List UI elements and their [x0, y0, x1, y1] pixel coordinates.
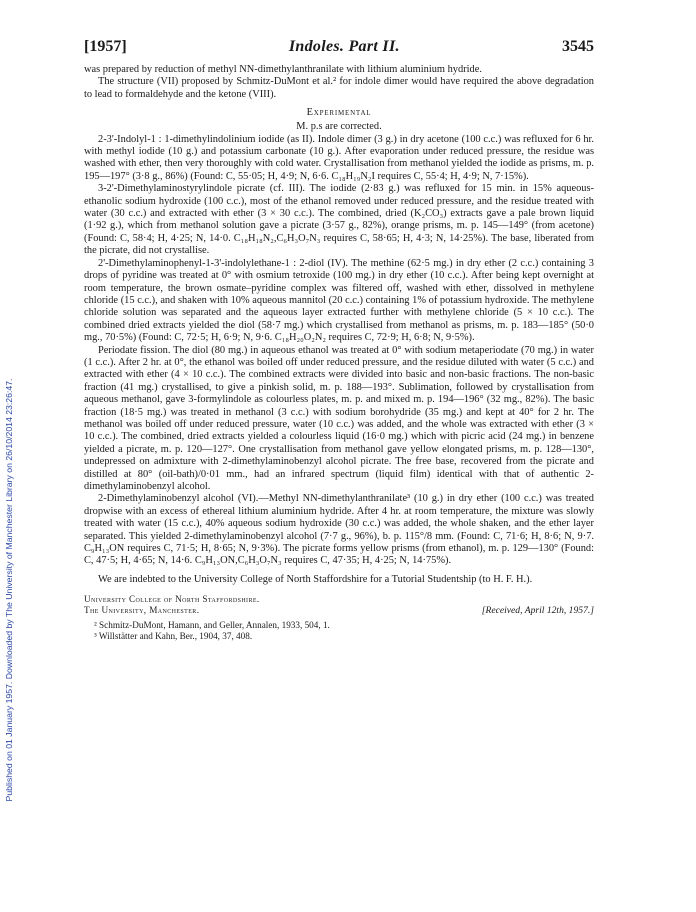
affiliation-block	[84, 594, 594, 616]
experimental-paragraph: Periodate fission. The diol (80 mg.) in aqueous ethanol was treated at 0° with sodium metaperiodate (70 mg.) in water (1 c.c.). After 2 hr. at 0°, the ethanol was boiled off under reduced pressure, and the residue diluted with water (5 c.c.) and extracted with ether (4 × 10 c.c.). The combined extracts were divided into basic and non-basic fractions. The non-basic fraction (41 mg.) crystallised, to give a pinkish solid, m. p. 188—193°. Sublimation, followed by crystallisation from aqueous methanol, gave 3-formylindole as colourless plates, m. p. and mixed m. p. 194—196° (32 mg., 82%). The basic fraction (18·5 mg.) was treated in methanol (3 c.c.) with sodium borohydride (35 mg.) and kept at 40° for 2 hr. The methanol was boiled off under reduced pressure, water (10 c.c.) was added, and the whole was extracted with ether (3 × 10 c.c.). The combined, dried extracts yielded a colourless liquid (16·0 mg.) which with picric acid (24 mg.) in benzene yielded a picrate, m. p. 120—127°. One crystallisation from methanol gave yellow elongated prisms, m. p. 128—130°, undepressed on admixture with 2-dimethylaminobenzyl alcohol picrate. The free base, recovered from the picrate and distilled at 80° (oil-bath)/0·01 mm., had an infrared spectrum (liquid film) identical with that of authentic 2-dimethylaminobenzyl alcohol.	[84, 344, 594, 492]
experimental-paragraph: 2-Dimethylaminobenzyl alcohol (VI).—Methyl NN-dimethylanthranilate³ (10 g.) in dry ether (100 c.c.) was treated dropwise with an excess of ethereal lithium aluminium hydride. After 4 hr. at room temperature, the mixture was slowly treated with water (15 c.c.), 40% aqueous sodium hydroxide (30 c.c.) was added, the whole shaken, and the ether layer separated. This yielded 2-dimethylaminobenzyl alcohol (7·7 g., 96%), b. p. 115°/8 mm. (Found: C, 71·6; H, 8·6; N, 9·7. C₉H₁₃ON requires C, 71·5; H, 8·65; N, 9·3%). The picrate forms yellow prisms (from ethanol), m. p. 129—130° (Found: C, 47·5; H, 4·65; N, 14·6. C₉H₁₃ON,C₆H₃O₇N₃ requires C, 47·35; H, 4·25; N, 14·75%).	[84, 493, 594, 567]
article-title: Indoles. Part II.	[288, 38, 400, 55]
page-number: 3545	[562, 38, 594, 55]
download-watermark-text: Published on 01 January 1957. Downloaded by The University of Manchester Library on 26/10/2014 23:26:47.	[4, 378, 14, 802]
experimental-paragraph: 2-3'-Indolyl-1 : 1-dimethylindolinium iodide (as II). Indole dimer (3 g.) in dry acetone (100 c.c.) was refluxed for 6 hr. with methyl iodide (10 g.) and potassium carbonate (10 g.). After evaporation under reduced pressure, the residue was washed with ether, then very thoroughly with cold water. Crystallisation from methanol yielded the iodide as prisms, m. p. 195—197° (3·8 g., 86%) (Found: C, 55·05; H, 4·9; N, 6·6. C₁₈H₁₉N₂I requires C, 55·4; H, 4·9; N, 7·15%).	[84, 133, 594, 182]
article-body	[84, 64, 594, 586]
mp-note: M. p.s are corrected.	[296, 121, 382, 133]
experimental-paragraph: 3-2'-Dimethylaminostyrylindole picrate (cf. III). The iodide (2·83 g.) was refluxed for 15 min. in 15% aqueous-ethanolic sodium hydroxide (100 c.c.), most of the ethanol removed under reduced pressure, and the residue treated with water (30 c.c.) and extracted with ether (3 × 30 c.c.). The combined, dried (K₂CO₃) extracts gave a pale brown liquid (1·92 g.), which from methanol solution gave a picrate (3·57 g., 82%), orange prisms, m. p. 145—149° (from acetone) (Found: C, 58·4; H, 4·25; N, 14·0. C₁₈H₁₈N₂,C₆H₃O₇N₃ requires C, 58·65; H, 4·3; N, 14·25%). The base, liberated from the picrate, did not crystallise.	[84, 183, 594, 257]
acknowledgement: We are indebted to the University College of North Staffordshire for a Tutorial Studentship (to H. F. H.).	[98, 573, 533, 585]
running-head	[84, 38, 594, 56]
footnote: ³ Willstätter and Kahn, Ber., 1904, 37, 408.	[94, 631, 253, 642]
experimental-paragraph: 2'-Dimethylaminophenyl-1-3'-indolylethane-1 : 2-diol (IV). The methine (62·5 mg.) in dry ether (2 c.c.) containing 3 drops of pyridine was treated at 0° with osmium tetroxide (100 mg.) in dry ether (10 c.c.). After being kept overnight at room temperature, the brown osmate–pyridine complex was filtered off, washed with ether, dissolved in methylene chloride (15 c.c.), and shaken with 10% aqueous mannitol (20 c.c.) containing 1% of potassium hydroxide. The methylene chloride solution was separated and the aqueous layer extracted further with methylene chloride (5 × 10 c.c.). The combined dried extracts yielded the diol (58·7 mg.) which crystallised from methanol as prisms, m. p. 183—185° (50·0 mg., 70·5%) (Found: C, 72·5; H, 6·9; N, 9·6. C₁₈H₂₀O₂N₂ requires C, 72·9; H, 6·8; N, 9·5%).	[84, 257, 594, 344]
footnote: ² Schmitz-DuMont, Hamann, and Geller, Annalen, 1933, 504, 1.	[94, 620, 330, 631]
journal-year: [1957]	[84, 38, 127, 55]
affiliation-line: University College of North Staffordshire.	[84, 594, 260, 605]
section-heading-experimental: Experimental	[306, 107, 372, 119]
download-watermark	[0, 0, 18, 912]
affiliation-line: The University, Manchester.	[84, 605, 200, 616]
journal-page	[84, 38, 594, 642]
received-date: [Received, April 12th, 1957.]	[481, 605, 594, 617]
body-paragraph: was prepared by reduction of methyl NN-dimethylanthranilate with lithium aluminium hydride.	[84, 64, 482, 75]
footnotes	[84, 620, 594, 642]
body-paragraph: The structure (VII) proposed by Schmitz-DuMont et al.² for indole dimer would have required the above degradation to lead to formaldehyde and the ketone (VIII).	[84, 76, 594, 100]
